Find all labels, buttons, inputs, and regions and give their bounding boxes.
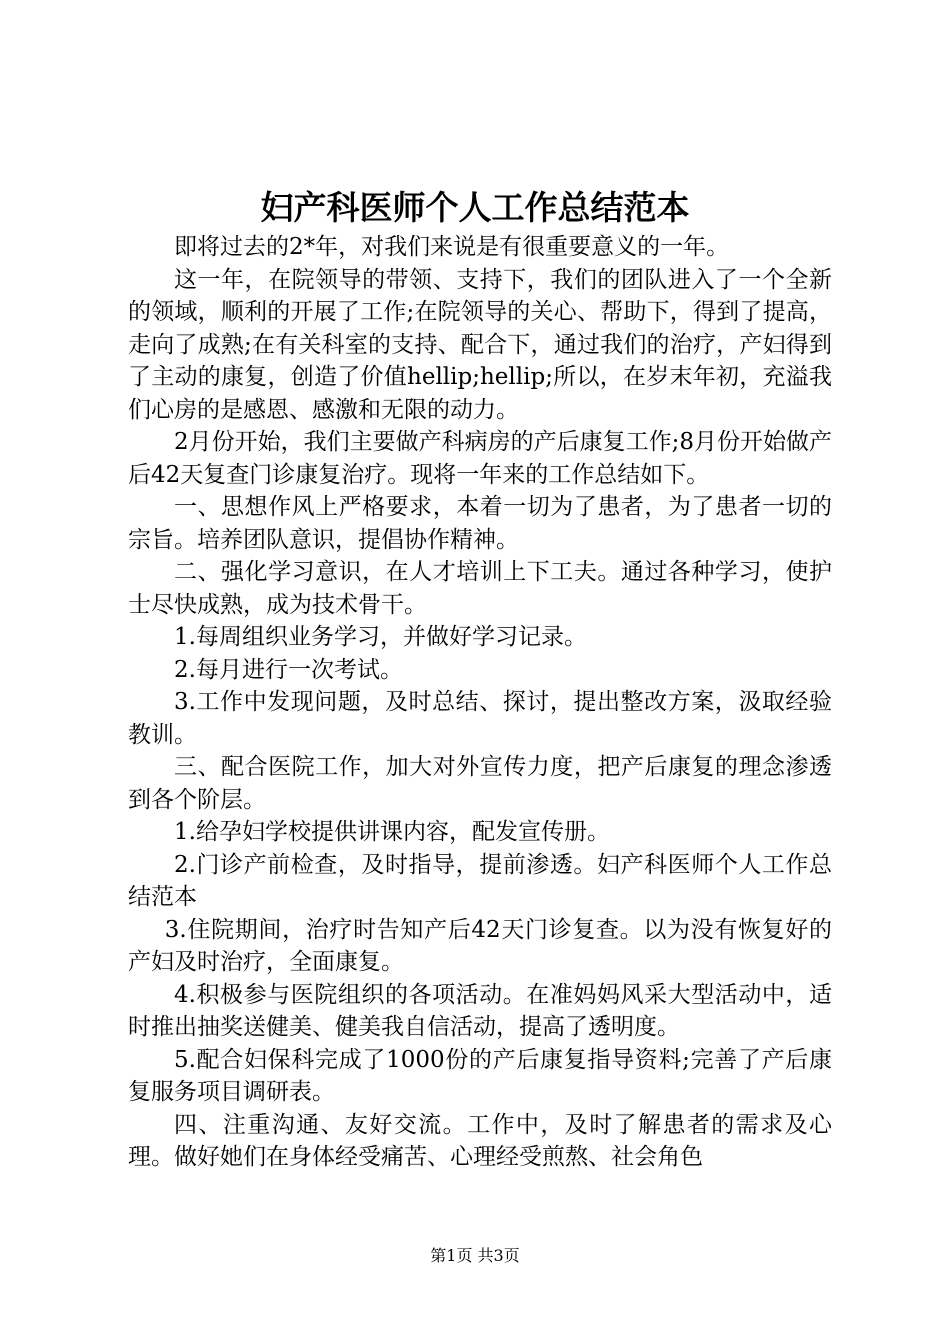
paragraph-section-2: 二、强化学习意识，在人才培训上下工夫。通过各种学习，使护士尽快成熟，成为技术骨干。 — [128, 559, 832, 618]
paragraph-timeline: 2月份开始，我们主要做产科病房的产后康复工作;8月份开始做产后42天复查门诊康复治疗。现将一年来的工作总结如下。 — [128, 429, 833, 488]
paragraph-section-2-item-1: 1.每周组织业务学习，并做好学习记录。 — [174, 624, 587, 650]
paragraph-section-3: 三、配合医院工作，加大对外宣传力度，把产后康复的理念渗透到各个阶层。 — [128, 754, 832, 813]
document-body — [128, 231, 832, 1174]
paragraph-section-3-item-4: 4.积极参与医院组织的各项活动。在准妈妈风采大型活动中，适时推出抽奖送健美、健美我自信活动，提高了透明度。 — [128, 981, 832, 1040]
document-title: 妇产科医师个人工作总结范本 — [260, 188, 690, 227]
page-number-footer: 第1页 共3页 — [430, 1246, 520, 1265]
paragraph-section-2-item-2: 2.每月进行一次考试。 — [174, 656, 403, 683]
paragraph-section-3-item-5: 5.配合妇保科完成了1000份的产后康复指导资料;完善了产后康复服务项目调研表。 — [128, 1046, 832, 1105]
paragraph-section-3-item-3: 3.住院期间，治疗时告知产后42天门诊复查。以为没有恢复好的产妇及时治疗，全面康复。 — [128, 916, 832, 975]
paragraph-section-3-item-2: 2.门诊产前检查，及时指导，提前渗透。妇产科医师个人工作总结范本 — [128, 851, 832, 910]
paragraph-section-4: 四、注重沟通、友好交流。工作中，及时了解患者的需求及心理。做好她们在身体经受痛苦、心理经受煎熬、社会角色 — [128, 1111, 832, 1170]
paragraph-intro: 即将过去的2*年，对我们来说是有很重要意义的一年。 — [174, 234, 730, 260]
paragraph-overview: 这一年，在院领导的带领、支持下，我们的团队进入了一个全新的领域，顺利的开展了工作;在院领导的关心、帮助下，得到了提高，走向了成熟;在有关科室的支持、配合下，通过我们的治疗，产妇得到了主动的康复，创造了价值hellip;hellip;所以，在岁末年初，充溢我们心房的是感恩、感激和无限的动力。 — [128, 266, 832, 423]
paragraph-section-2-item-3: 3.工作中发现问题，及时总结、探讨，提出整改方案，汲取经验教训。 — [128, 689, 832, 748]
paragraph-section-3-item-1: 1.给孕妇学校提供讲课内容，配发宣传册。 — [174, 819, 610, 845]
paragraph-section-1: 一、思想作风上严格要求，本着一切为了患者，为了患者一切的宗旨。培养团队意识，提倡协作精神。 — [128, 494, 832, 553]
